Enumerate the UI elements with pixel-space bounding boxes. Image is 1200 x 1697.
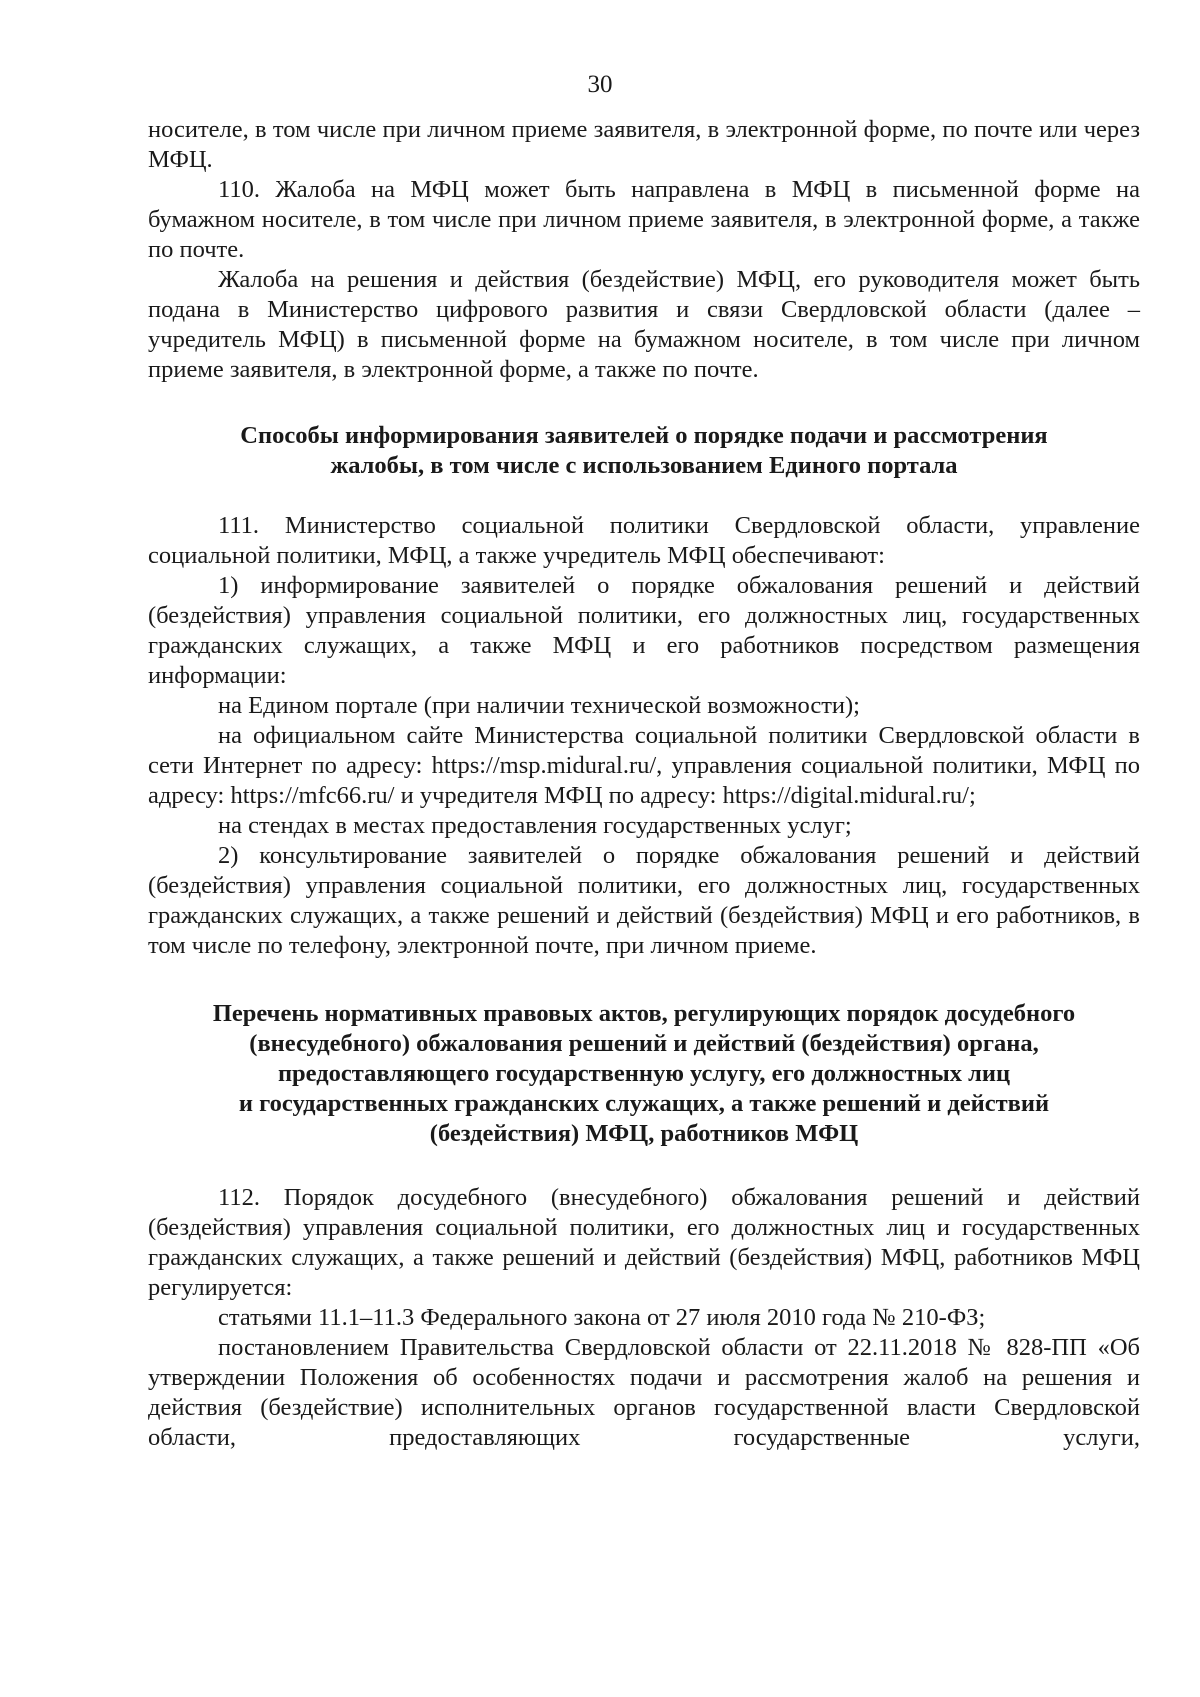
paragraph-official-sites: на официальном сайте Министерства социальной политики Свердловской области в сети Интернет по адресу: https://msp.midural.ru/, управления социальной политики, МФЦ по адресу: https://mfc66.ru/ и учредителя МФЦ по адресу: https://digital.midural.ru/;: [148, 722, 1140, 809]
section-heading-legal-acts: [148, 999, 1140, 1149]
paragraph-complaint-founder: Жалоба на решения и действия (бездействие) МФЦ, его руководителя может быть подана в Министерство цифрового развития и связи Свердловской области (далее – учредитель МФЦ) в письменной форме на бумажном носителе, в том числе при личном приеме заявителя, в электронной форме, а также по почте.: [148, 266, 1140, 383]
paragraph-single-portal: на Едином портале (при наличии технической возможности);: [218, 692, 860, 719]
paragraph-government-decree: постановлением Правительства Свердловской области от 22.11.2018 № 828-ПП «Об утверждении Положения об особенностях подачи и рассмотрения жалоб на решения и действия (бездействие) исполнительных органов государственной власти Свердловской области, предоставляющих государственные услуги,: [148, 1334, 1140, 1451]
section-heading-informing: [148, 421, 1140, 481]
paragraph-continuation: носителе, в том числе при личном приеме заявителя, в электронной форме, по почте или через МФЦ.: [148, 116, 1140, 173]
paragraph-111: 111. Министерство социальной политики Свердловской области, управление социальной политики, МФЦ, а также учредитель МФЦ обеспечивают:: [148, 512, 1140, 569]
paragraph-111-item-1: 1) информирование заявителей о порядке обжалования решений и действий (бездействия) управления социальной политики, его должностных лиц, государственных гражданских служащих, а также МФЦ и его работников посредством размещения информации:: [148, 572, 1140, 689]
heading-line: жалобы, в том числе с использованием Единого портала: [330, 452, 958, 479]
heading-line: Способы информирования заявителей о порядке подачи и рассмотрения: [240, 422, 1048, 449]
document-body: [148, 115, 1140, 1453]
heading-line: и государственных гражданских служащих, а также решений и действий: [238, 1090, 1050, 1117]
paragraph-stands: на стендах в местах предоставления государственных услуг;: [218, 812, 852, 839]
paragraph-111-item-2: 2) консультирование заявителей о порядке обжалования решений и действий (бездействия) управления социальной политики, его должностных лиц, государственных гражданских служащих, а также решений и действий (бездействия) МФЦ и его работников, в том числе по телефону, электронной почте, при личном приеме.: [148, 842, 1140, 959]
heading-line: Перечень нормативных правовых актов, регулирующих порядок досудебного: [212, 1000, 1076, 1027]
paragraph-112: 112. Порядок досудебного (внесудебного) обжалования решений и действий (бездействия) управления социальной политики, его должностных лиц и государственных гражданских служащих, а также решений и действий (бездействия) МФЦ, работников МФЦ регулируется:: [148, 1184, 1140, 1301]
heading-line: (бездействия) МФЦ, работников МФЦ: [429, 1120, 859, 1147]
heading-line: (внесудебного) обжалования решений и действий (бездействия) органа,: [249, 1030, 1039, 1057]
page-number: 30: [587, 71, 613, 98]
paragraph-federal-law: статьями 11.1–11.3 Федерального закона от 27 июля 2010 года № 210-ФЗ;: [218, 1304, 986, 1331]
heading-line: предоставляющего государственную услугу, его должностных лиц: [277, 1060, 1011, 1087]
paragraph-110: 110. Жалоба на МФЦ может быть направлена в МФЦ в письменной форме на бумажном носителе, в том числе при личном приеме заявителя, в электронной форме, а также по почте.: [148, 176, 1140, 263]
